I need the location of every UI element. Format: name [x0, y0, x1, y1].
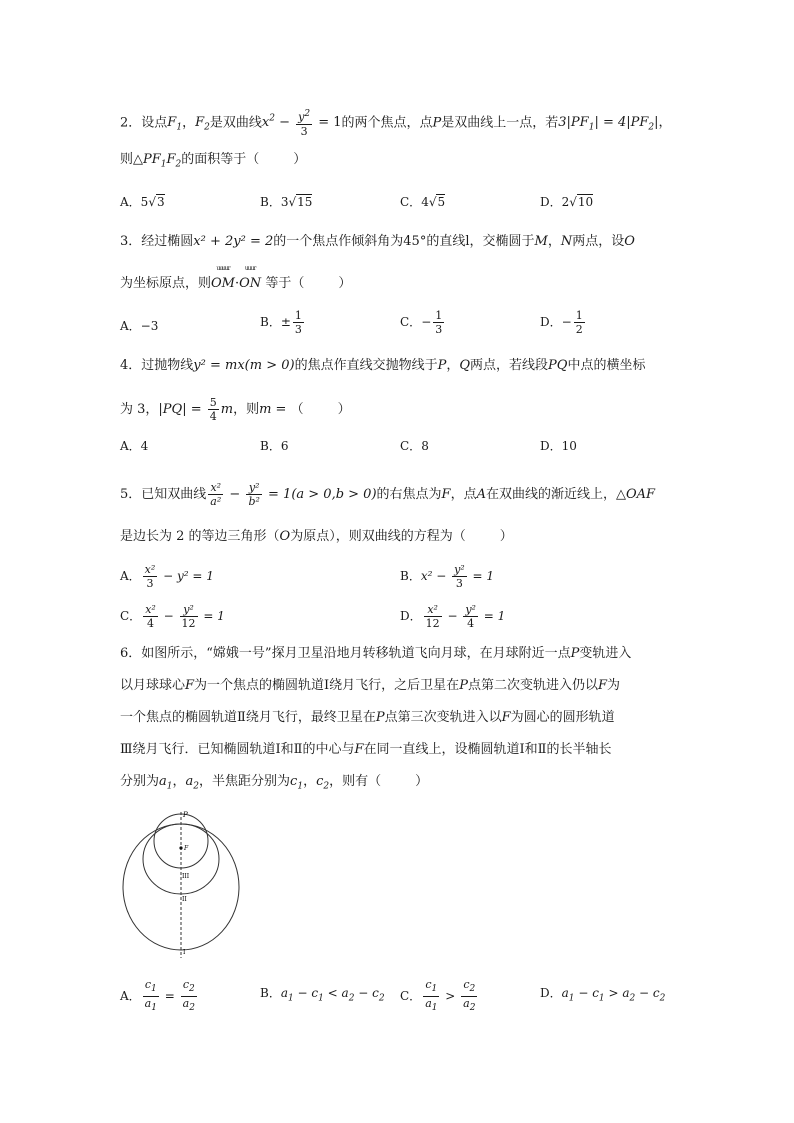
q4-option-a[interactable]: A．4: [120, 439, 149, 453]
q5-option-d[interactable]: D． $\frac{\text{x²}}{12}$ − $\frac{\text{y²}}{4}$ = 1: [400, 603, 506, 630]
q6-stem-line1: 6．如图所示，“嫦娥一号”探月卫星沿地月转移轨道飞向月球，在月球附近一点P变轨进入: [120, 646, 632, 661]
focus-point: [179, 846, 182, 849]
q2-option-a[interactable]: A．5√3: [120, 195, 165, 209]
q4-option-b[interactable]: B．6: [260, 439, 289, 453]
q5-stem-line2: 是边长为 2 的等边三角形（O为原点），则双曲线的方程为（ ）: [120, 529, 513, 544]
q5-stem-line1: 5．已知双曲线 $\frac{\text{x²}}{\text{a²}}$ − $\frac{\text{y²}}{\text{b²}}$ = 1(a > 0,b > 0)的右焦点为F，点A在双曲线的渐近线上，△OAF: [120, 481, 656, 508]
orbit-diagram: [117, 808, 247, 958]
label-p: P: [183, 811, 188, 819]
q3-option-c[interactable]: C．− $\frac{1}{3}$: [400, 309, 443, 336]
q6-option-a[interactable]: A． $\frac{c_1}{a_1}$ = $\frac{c_2}{a_2}$: [120, 978, 195, 1014]
q3-option-a[interactable]: A．−3: [120, 319, 159, 333]
q4-option-c[interactable]: C．8: [400, 439, 429, 453]
q6-option-b[interactable]: B．$a_1 - c_1 < a_2 - c_2$: [260, 986, 385, 1004]
q3-stem-line2: 为坐标原点，则 uuuur OM· uuur ON 等于（ ）: [120, 265, 352, 291]
q3-stem-line1: 3．经过椭圆x² + 2y² = 2的一个焦点作倾斜角为45°的直线l，交椭圆于M，N两点，设O: [120, 234, 635, 249]
q4-stem-line1: 4．过抛物线y² = mx(m > 0)的焦点作直线交抛物线于P，Q两点，若线段PQ中点的横坐标: [120, 358, 646, 373]
q2-stem-line1: 2．设点$F_1$，$F_2$是双曲线$x^2$ − $\frac{y^2}{3}$ = 1的两个焦点，点P是双曲线上一点，若$3|PF_1| = 4|PF_2|$，: [120, 109, 672, 138]
q5-option-b[interactable]: B．x² − $\frac{\text{y²}}{3}$ = 1: [400, 563, 495, 590]
q6-stem-line5: 分别为$a_1$，$a_2$，半焦距分别为$c_1$，$c_2$，则有（ ）: [120, 774, 429, 792]
label-i: I: [183, 949, 186, 956]
q5-option-c[interactable]: C． $\frac{\text{x²}}{4}$ − $\frac{\text{y²}}{12}$ = 1: [120, 603, 225, 630]
q2-option-d[interactable]: D．2√10: [540, 195, 594, 209]
label-f: F: [184, 845, 189, 852]
q2-stem-line2: 则$\triangle PF_1F_2$的面积等于（ ）: [120, 152, 307, 170]
q6-option-c[interactable]: C． $\frac{c_1}{a_1}$ > $\frac{c_2}{a_2}$: [400, 978, 476, 1014]
q4-option-d[interactable]: D．10: [540, 439, 577, 453]
label-iii: III: [182, 873, 190, 880]
q5-option-a[interactable]: A． $\frac{\text{x²}}{3}$ − y² = 1: [120, 563, 214, 590]
q3-option-b[interactable]: B．± $\frac{1}{3}$: [260, 309, 302, 336]
q6-stem-line3: 一个焦点的椭圆轨道Ⅱ绕月飞行，最终卫星在P点第三次变轨进入以F为圆心的圆形轨道: [120, 710, 615, 725]
q6-option-d[interactable]: D．$a_1 - c_1 > a_2 - c_2$: [540, 986, 666, 1004]
q3-option-d[interactable]: D．− $\frac{1}{2}$: [540, 309, 583, 336]
q4-stem-line2: 为 3，|PQ| = $\frac{5}{4}$ m，则m = （ ）: [120, 396, 351, 423]
q2-option-b[interactable]: B．3√15: [260, 195, 313, 209]
q6-stem-line4: Ⅲ绕月飞行．已知椭圆轨道Ⅰ和Ⅱ的中心与F在同一直线上，设椭圆轨道Ⅰ和Ⅱ的长半轴长: [120, 742, 612, 757]
q2-option-c[interactable]: C．4√5: [400, 195, 446, 209]
label-ii: II: [182, 896, 187, 903]
q6-stem-line2: 以月球球心F为一个焦点的椭圆轨道Ⅰ绕月飞行，之后卫星在P点第二次变轨进入仍以F为: [120, 678, 620, 693]
